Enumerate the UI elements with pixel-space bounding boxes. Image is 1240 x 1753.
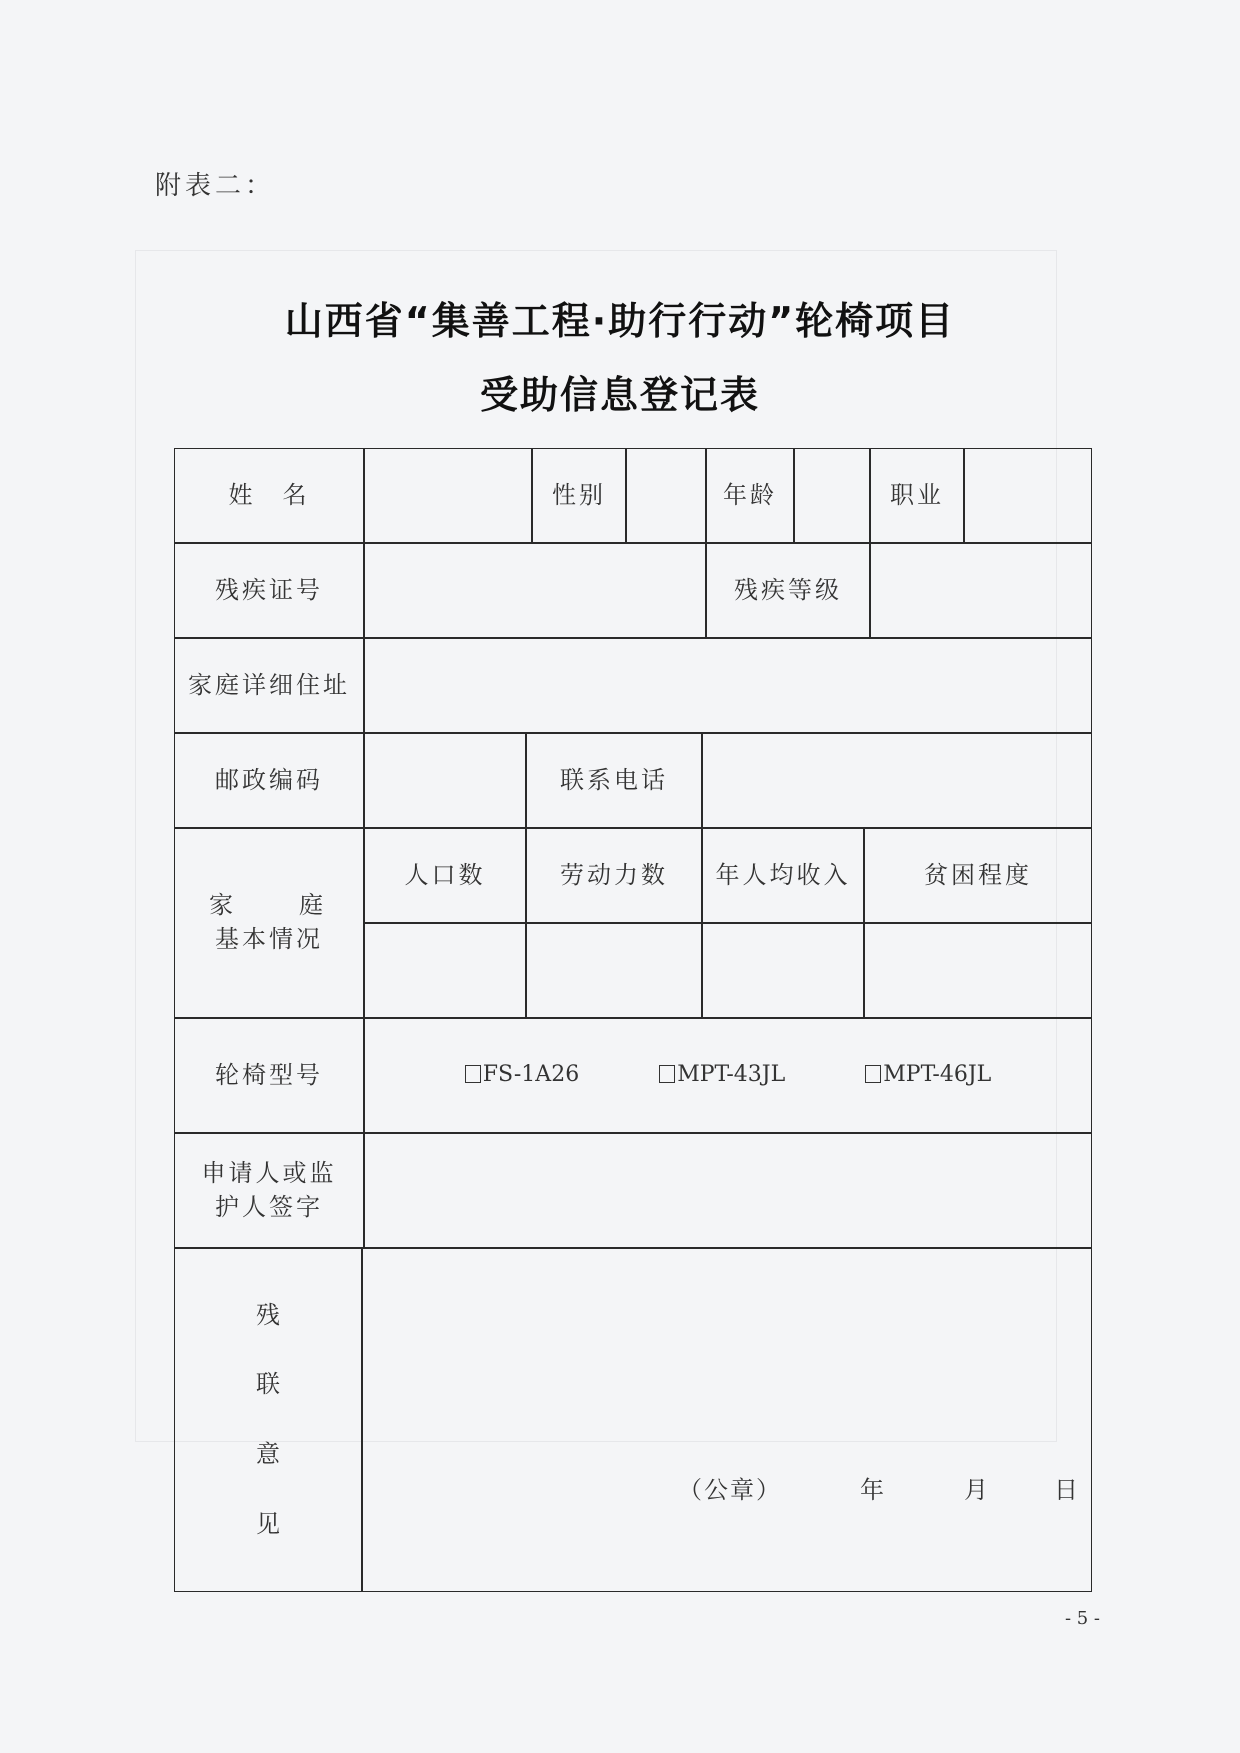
opinion-label bbox=[174, 1248, 362, 1592]
wheelchair-option-1[interactable]: FS-1A26 bbox=[465, 1060, 579, 1091]
registration-table bbox=[174, 448, 1092, 1592]
disability-level-label: 残疾等级 bbox=[706, 543, 870, 638]
family-label-line1: 家 庭 bbox=[209, 891, 329, 920]
phone-label: 联系电话 bbox=[526, 733, 702, 828]
poverty-field[interactable] bbox=[864, 923, 1092, 1018]
postcode-field[interactable] bbox=[364, 733, 526, 828]
form-title-line2: 受助信息登记表 bbox=[479, 373, 760, 417]
wheelchair-options bbox=[364, 1018, 1092, 1133]
address-label: 家庭详细住址 bbox=[174, 638, 364, 733]
signature-field[interactable] bbox=[364, 1133, 1092, 1248]
seal-month: 月 bbox=[964, 1476, 990, 1504]
poverty-label: 贫困程度 bbox=[864, 828, 1092, 923]
opinion-char-1: 残 bbox=[256, 1300, 280, 1329]
gender-field[interactable] bbox=[626, 448, 706, 543]
population-label: 人口数 bbox=[364, 828, 526, 923]
family-situation-label bbox=[174, 828, 364, 1018]
checkbox-icon[interactable] bbox=[465, 1065, 481, 1083]
disability-id-label: 残疾证号 bbox=[174, 543, 364, 638]
seal-label: （公章） bbox=[678, 1476, 782, 1504]
wheelchair-model-label: 轮椅型号 bbox=[174, 1018, 364, 1133]
page-number: - 5 - bbox=[1064, 1608, 1100, 1629]
income-label: 年人均收入 bbox=[702, 828, 864, 923]
signature-label bbox=[174, 1133, 364, 1248]
occupation-field[interactable] bbox=[964, 448, 1092, 543]
opinion-char-4: 见 bbox=[256, 1509, 280, 1538]
disability-id-field[interactable] bbox=[364, 543, 706, 638]
seal-year: 年 bbox=[860, 1476, 886, 1504]
form-title-line1: 山西省“集善工程·助行行动”轮椅项目 bbox=[284, 299, 956, 343]
occupation-label: 职业 bbox=[870, 448, 964, 543]
annex-label: 附表二： bbox=[155, 171, 276, 201]
opinion-char-2: 联 bbox=[256, 1370, 280, 1399]
opinion-field[interactable] bbox=[362, 1248, 1092, 1592]
seal-day: 日 bbox=[1054, 1476, 1080, 1504]
opinion-char-3: 意 bbox=[256, 1440, 280, 1468]
wheelchair-option-2[interactable]: MPT-43JL bbox=[659, 1060, 785, 1091]
signature-label-line1: 申请人或监 bbox=[201, 1158, 337, 1187]
age-field[interactable] bbox=[794, 448, 870, 543]
postcode-label: 邮政编码 bbox=[174, 733, 364, 828]
name-label: 姓 名 bbox=[174, 448, 364, 543]
disability-level-field[interactable] bbox=[870, 543, 1092, 638]
age-label: 年龄 bbox=[706, 448, 794, 543]
gender-label: 性别 bbox=[532, 448, 626, 543]
family-label-line2: 基本情况 bbox=[215, 925, 323, 953]
labor-field[interactable] bbox=[526, 923, 702, 1018]
checkbox-icon[interactable] bbox=[659, 1065, 675, 1083]
wheelchair-option-3[interactable]: MPT-46JL bbox=[865, 1060, 991, 1091]
checkbox-icon[interactable] bbox=[865, 1065, 881, 1083]
address-field[interactable] bbox=[364, 638, 1092, 733]
labor-label: 劳动力数 bbox=[526, 828, 702, 923]
population-field[interactable] bbox=[364, 923, 526, 1018]
name-field[interactable] bbox=[364, 448, 532, 543]
signature-label-line2: 护人签字 bbox=[215, 1192, 323, 1221]
income-field[interactable] bbox=[702, 923, 864, 1018]
phone-field[interactable] bbox=[702, 733, 1092, 828]
